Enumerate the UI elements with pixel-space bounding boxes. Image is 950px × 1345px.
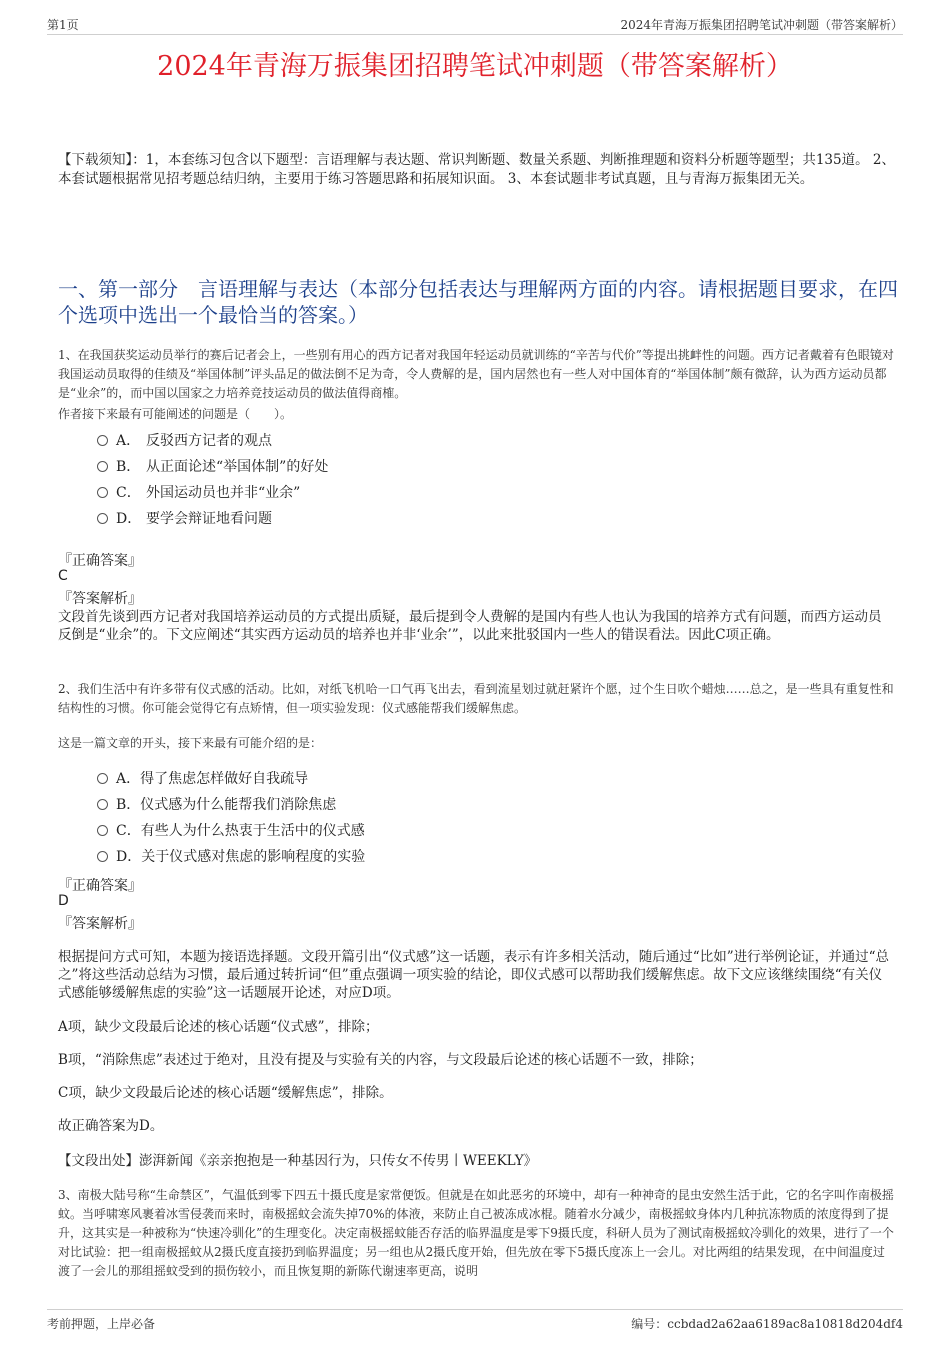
q1-option-a[interactable]: A． 反驳西方记者的观点 [97,430,272,450]
q2-option-a[interactable]: A．得了焦虑怎样做好自我疏导 [97,768,308,788]
footer-slogan: 考前押题，上岸必备 [47,1317,156,1331]
q1-option-d[interactable]: D． 要学会辩证地看问题 [97,508,272,528]
radio-icon[interactable] [97,773,108,784]
q2-source: 【文段出处】澎湃新闻《亲亲抱抱是一种基因行为，只传女不传男丨WEEKLY》 [58,1153,538,1169]
page-footer [47,1309,903,1334]
question-3-text: 3、南极大陆号称“生命禁区”，气温低到零下四五十摄氏度是家常便饭。但就是在如此恶劣的环境中，却有一种神奇的昆虫安然生活于此，它的名字叫作南极摇蚊。当呼啸寒风裹着冰雪侵袭而来时，南极摇蚊会流失掉70%的体液，来防止自己被冻成冰棍。随着水分减少，南极摇蚊身体内几种抗冻物质的浓度得到了提升，这其实是一种被称为“快速冷驯化”的生理变化。决定南极摇蚊能否存活的临界温度是零下9摄氏度，科研人员为了测试南极摇蚊冷驯化的效果，进行了一个对比试验：把一组南极摇蚊从2摄氏度直接扔到临界温度；另一组也从2摄氏度开始，但先放在零下5摄氏度冻上一会儿。对比两组的结果发现，在中间温度过渡了一会儿的那组摇蚊受到的损伤较小，而且恢复期的新陈代谢速率更高，说明 [58,1188,894,1278]
question-1-text: 1、在我国获奖运动员举行的赛后记者会上，一些别有用心的西方记者对我国年轻运动员就训练的“辛苦与代价”等提出挑衅性的问题。西方记者戴着有色眼镜对我国运动员取得的佳绩及“举国体制”评头品足的做法倒不足为奇，令人费解的是，国内居然也有一些人对中国体育的“举国体制”颇有微辞，认为西方运动员都是“业余”的，而中国以国家之力培养竞技运动员的做法值得商榷。 [58,348,894,400]
q2-b-item: B项，“消除焦虑”表述过于绝对，且没有提及与实验有关的内容，与文段最后论述的核心话题不一致，排除； [58,1052,703,1068]
radio-icon[interactable] [97,513,108,524]
q1-analysis: 文段首先谈到西方记者对我国培养运动员的方式提出质疑，最后提到令人费解的是国内有些人也认为我国的培养方式有问题，而西方运动员反倒是“业余”的。下文应阐述“其实西方运动员的培养也并非‘业余’”，以此来批驳国内一些人的错误看法。因此C项正确。 [58,609,882,643]
header-doc-title: 2024年青海万振集团招聘笔试冲刺题（带答案解析） [620,18,903,32]
page-header [47,14,903,35]
radio-icon[interactable] [97,487,108,498]
q2-c-item: C项，缺少文段最后论述的核心话题“缓解焦虑”，排除。 [58,1085,393,1101]
radio-icon[interactable] [97,461,108,472]
question-2-prompt: 这是一篇文章的开头，接下来最有可能介绍的是： [58,736,323,750]
section-heading: 一、第一部分 言语理解与表达（本部分包括表达与理解两方面的内容。请根据题目要求，在四个选项中选出一个最恰当的答案。） [58,277,898,327]
q2-analysis-label: 『答案解析』 [58,916,142,932]
q1-option-b[interactable]: B． 从正面论述“举国体制”的好处 [97,456,328,476]
page-number: 第1页 [47,18,79,32]
q1-analysis-label: 『答案解析』 [58,591,142,607]
radio-icon[interactable] [97,851,108,862]
question-1-prompt: 作者接下来最有可能阐述的问题是（ ）。 [58,407,293,421]
q1-answer: C [58,568,68,584]
q2-option-c[interactable]: C．有些人为什么热衷于生活中的仪式感 [97,820,365,840]
q2-option-d[interactable]: D．关于仪式感对焦虑的影响程度的实验 [97,846,365,866]
q1-answer-label: 『正确答案』 [58,553,142,569]
radio-icon[interactable] [97,435,108,446]
radio-icon[interactable] [97,799,108,810]
q2-conclusion: 故正确答案为D。 [58,1118,164,1134]
download-notice: 【下载须知】：1，本套练习包含以下题型：言语理解与表达题、常识判断题、数量关系题、判断推理题和资料分析题等题型；共135道。 2、本套试题根据常见招考题总结归纳，主要用于练习答题思路和拓展知识面。 3、本套试题非考试真题，且与青海万振集团无关。 [58,152,895,187]
q2-a-item: A项，缺少文段最后论述的核心话题“仪式感”，排除； [58,1019,379,1035]
q2-option-b[interactable]: B．仪式感为什么能帮我们消除焦虑 [97,794,336,814]
q2-answer: D [58,893,69,909]
question-2-text: 2、我们生活中有许多带有仪式感的活动。比如，对纸飞机哈一口气再飞出去，看到流星划过就赶紧许个愿，过个生日吹个蜡烛……总之，是一些具有重复性和结构性的习惯。你可能会觉得它有点矫情，但一项实验发现：仪式感能帮我们缓解焦虑。 [58,682,894,715]
document-title: 2024年青海万振集团招聘笔试冲刺题（带答案解析） [157,51,793,82]
q2-analysis: 根据提问方式可知，本题为接语选择题。文段开篇引出“仪式感”这一话题，表示有许多相关活动，随后通过“比如”进行举例论证，并通过“总之”将这些活动总结为习惯，最后通过转折词“但”重点强调一项实验的结论，即仪式感可以帮助我们缓解焦虑。故下文应该继续围绕“有关仪式感能够缓解焦虑的实验”这一话题展开论述，对应D项。 [58,949,890,1001]
footer-id: 编号：ccbdad2a62aa6189ac8a10818d204df4 [631,1317,903,1331]
q1-option-c[interactable]: C． 外国运动员也并非“业余” [97,482,300,502]
q2-answer-label: 『正确答案』 [58,878,142,894]
radio-icon[interactable] [97,825,108,836]
